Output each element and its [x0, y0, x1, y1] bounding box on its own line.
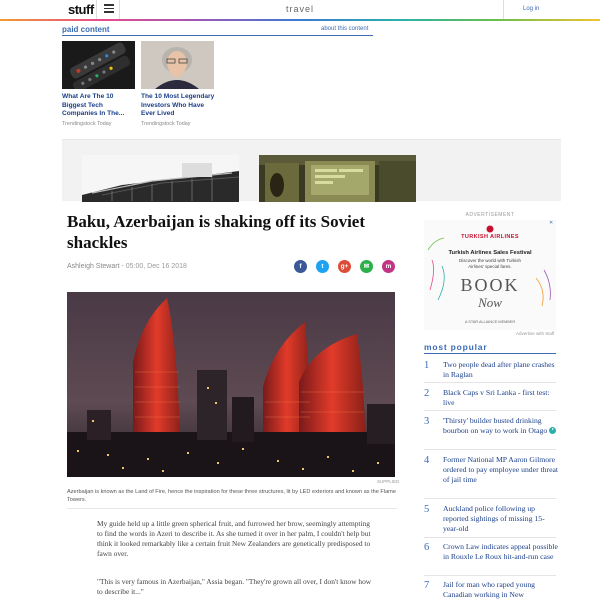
list-divider	[424, 498, 556, 499]
list-item-link[interactable]: Two people dead after plane crashes in Raglan	[443, 360, 555, 379]
ad-image-right[interactable]	[259, 155, 416, 202]
investor-portrait-thumbnail[interactable]	[141, 41, 214, 89]
paid-content-title[interactable]: What Are The 10 Biggest Tech Companies In The...	[62, 93, 125, 117]
messenger-icon[interactable]: m	[382, 260, 395, 273]
top-navigation-bar	[0, 0, 600, 20]
twitter-icon[interactable]: t	[316, 260, 329, 273]
list-divider	[424, 575, 556, 576]
most-popular-title: most popular	[424, 342, 488, 352]
paid-content-source: Trendingstock Today	[62, 120, 112, 127]
paid-content-rule	[62, 35, 373, 36]
ad-image-left[interactable]	[82, 155, 239, 202]
paid-content-label: paid content	[62, 25, 110, 34]
rainbow-strip	[0, 19, 600, 21]
caption-divider	[67, 508, 397, 509]
paid-content-source: Trendingstock Today	[141, 120, 191, 127]
paid-content-card[interactable]	[62, 41, 136, 127]
facebook-icon[interactable]: f	[294, 260, 307, 273]
list-divider	[424, 537, 556, 538]
photo-credit: SUPPLIED	[377, 479, 400, 484]
author-name[interactable]: Ashleigh Stewart	[67, 263, 120, 270]
list-item-number: 7	[424, 580, 430, 591]
turkish-airlines-ad[interactable]	[424, 220, 556, 330]
list-item-link[interactable]: Auckland police following up reported sightings of missing 15-year-old	[443, 504, 545, 533]
list-item-number: 4	[424, 455, 430, 466]
byline-separator: -	[121, 263, 126, 270]
ad-subtext: Discover the world with Turkish Airlines' special fares.	[458, 258, 522, 269]
login-link[interactable]: Log in	[523, 6, 540, 12]
ad-cta-now[interactable]: Now	[478, 295, 502, 310]
list-divider	[424, 449, 556, 450]
ad-headline: Turkish Airlines Sales Festival	[448, 250, 532, 256]
photo-caption: Azerbaijan is known as the Land of Fire, hence the inspiration for these three structures, lit by LED exteriors and known as the Flame Towers.	[67, 489, 396, 503]
paid-content-card[interactable]	[141, 41, 215, 127]
article-headline: Baku, Azerbaijan is shaking off its Soviet shackles	[67, 212, 366, 252]
flame-towers-photo[interactable]	[67, 292, 395, 477]
list-divider	[424, 382, 556, 383]
most-popular-rule	[424, 353, 556, 354]
byline	[67, 263, 187, 270]
list-divider	[424, 410, 556, 411]
advertisement-label: ADVERTISEMENT	[465, 212, 515, 218]
ad-brand: TURKISH AIRLINES	[461, 234, 519, 240]
video-play-icon[interactable]	[549, 427, 556, 434]
list-item-number: 2	[424, 388, 430, 399]
list-item-link[interactable]: 'Thirsty' builder busted drinking bourbon on way to work in Otago	[443, 416, 559, 436]
paid-content-title[interactable]: The 10 Most Legendary Investors Who Have Ever Lived	[141, 93, 215, 117]
list-item-number: 5	[424, 504, 430, 515]
divider	[503, 0, 504, 19]
remote-controls-thumbnail[interactable]	[62, 41, 135, 89]
list-item-link[interactable]: Black Caps v Sri Lanka - first test: live	[443, 388, 550, 407]
stuff-logo[interactable]: stuff	[68, 2, 94, 17]
email-icon[interactable]: ✉	[360, 260, 373, 273]
ad-cta-book[interactable]: BOOK	[460, 275, 520, 295]
ad-close-icon[interactable]: ✕	[549, 220, 554, 226]
ad-choices[interactable]: Advertise with Stuff	[516, 331, 555, 336]
publish-date: 05:00, Dec 16 2018	[125, 263, 187, 270]
list-item-link[interactable]: Crown Law indicates appeal possible in Rouxle Le Roux hit-and-run case	[443, 542, 558, 561]
list-item-number: 6	[424, 542, 430, 553]
list-item-number: 3	[424, 416, 430, 427]
list-item-number: 1	[424, 360, 430, 371]
list-item-link[interactable]: Former National MP Aaron Gilmore ordered to pay employee under threat of jail time	[443, 455, 559, 484]
about-this-content-link[interactable]: about this content	[321, 26, 369, 32]
section-title[interactable]: travel	[285, 4, 314, 14]
article-paragraph: "This is very famous in Azerbaijan," Assia began. "They're grown all over, I don't know how to describe it..."	[97, 577, 372, 596]
list-item-link[interactable]: Jail for man who raped young Canadian working in New	[443, 580, 536, 599]
ad-footer: A STAR ALLIANCE MEMBER	[464, 320, 516, 324]
google-plus-icon[interactable]: g+	[338, 260, 351, 273]
article-paragraph: My guide held up a little green spherical fruit, and furrowed her brow, seemingly attempting to find the words in Azeri to describe it. As she turned it over in her palm, I couldn't help but think it looked remarkably like a certain fruit New Zealanders are genetically predisposed to fawn over.	[97, 519, 371, 558]
advertisement-banner[interactable]	[62, 139, 561, 201]
